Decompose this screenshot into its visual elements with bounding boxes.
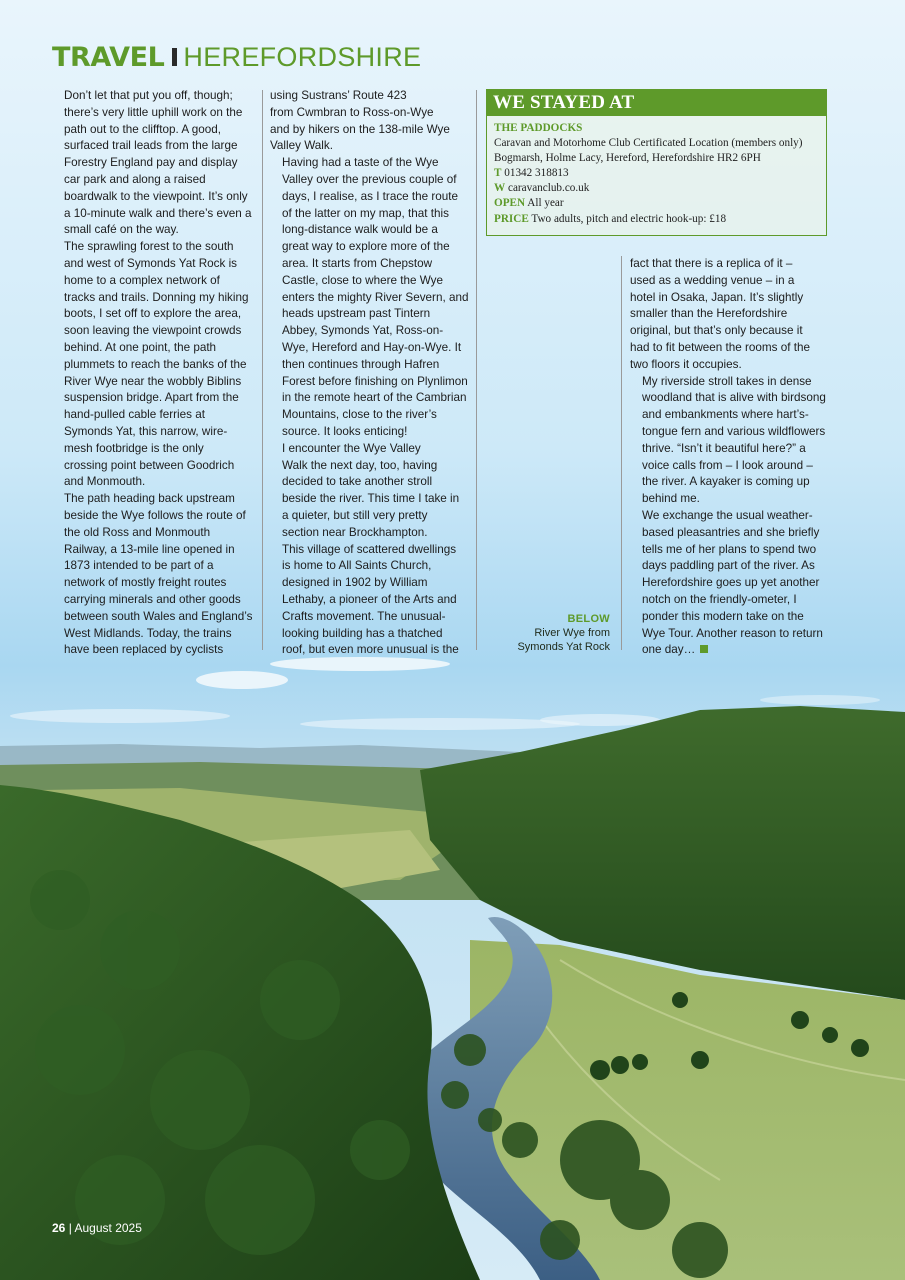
place-title: HEREFORDSHIRE (183, 42, 422, 72)
heading-separator (172, 48, 177, 66)
text-line: woodland that is alive with birdsong (642, 391, 826, 405)
paragraph (270, 542, 470, 660)
text-line: River Wye near the wobbly Biblins (64, 374, 242, 388)
text-line (630, 642, 830, 659)
site-description: Caravan and Motorhome Club Certificated Location (members only) (494, 137, 803, 150)
text-line: enters the mighty River Severn, and (282, 290, 469, 304)
website-link[interactable]: caravanclub.co.uk (507, 182, 590, 195)
text-line: two floors it occupies. (630, 357, 742, 371)
text-line: Crafts movement. The unusual- (282, 609, 446, 623)
paragraph (270, 441, 470, 542)
text-line: Forestry England pay and display (64, 156, 238, 170)
text-line: behind me. (642, 492, 700, 506)
site-name: THE PADDOCKS (494, 122, 583, 134)
caption-label: BELOW (567, 613, 610, 625)
text-line: Castle, close to where the Wye (282, 273, 443, 287)
text-line: long-distance walk would be a (282, 223, 438, 237)
text-line: tongue fern and various wildflowers (642, 424, 826, 438)
text-line: Valley over the previous couple of (282, 172, 457, 186)
text-line: surfaced trail leads from the large (64, 139, 238, 153)
paragraph (270, 155, 470, 441)
text-line: a quieter, but still very pretty (282, 508, 428, 522)
text-line: between south Wales and England’s (64, 609, 253, 623)
text-line: original, but that’s only because it (630, 324, 803, 338)
text-line: hotel in Osaka, Japan. It’s slightly (630, 290, 804, 304)
text-line: Symonds Yat, this narrow, wire- (64, 424, 228, 438)
text-line: Mountains, close to the river’s (282, 408, 437, 422)
text-line: Having had a taste of the Wye (282, 156, 439, 170)
text-line: and embankments where hart’s- (642, 408, 809, 422)
text-line: carrying minerals and other goods (64, 592, 241, 606)
text-line: car park and along a raised (64, 172, 206, 186)
text-line: roof, but even more unusual is the (282, 643, 459, 657)
box-body (487, 116, 826, 227)
text-line: mesh footbridge is the only (64, 441, 204, 455)
text-line: ponder this modern take on the (642, 609, 804, 623)
text-line: based pleasantries and she briefly (642, 525, 820, 539)
text-line: beside the river. This time I take in (282, 492, 460, 506)
text-line-content: one day… (642, 643, 696, 657)
text-line: suspension bridge. Apart from the (64, 391, 239, 405)
text-line: Wye Tour. Another reason to return (642, 626, 823, 640)
page-number: 26 (52, 1221, 66, 1235)
text-line: Valley Walk. (270, 139, 333, 153)
paragraph (630, 256, 830, 374)
price-value: Two adults, pitch and electric hook-up: £18 (531, 212, 727, 225)
text-line: fact that there is a replica of it – (630, 257, 793, 270)
column-divider (476, 90, 477, 650)
paragraph (52, 239, 256, 491)
text-line: source. It looks enticing! (282, 424, 408, 438)
text-line: there’s very little uphill work on the (64, 105, 243, 119)
text-line: smaller than the Herefordshire (630, 307, 788, 321)
text-line: is home to All Saints Church, (282, 559, 432, 573)
text-line: path out to the clifftop. A good, (64, 122, 222, 136)
text-line: thrive. “Isn’t it beautiful here?” a (642, 441, 806, 455)
text-line: network of mostly freight routes (64, 576, 227, 590)
text-line: soon leaving the viewpoint crowds (64, 324, 242, 338)
footer-separator: | (68, 1221, 72, 1235)
end-of-article-icon (700, 645, 708, 653)
text-line: tells me of her plans to spend two (642, 542, 817, 556)
text-line: notch on the friendly-ometer, I (642, 592, 797, 606)
phone-number: 01342 318813 (504, 167, 569, 180)
text-line: great way to explore more of the (282, 240, 450, 254)
text-line: in the remote heart of the Cambrian (282, 391, 467, 405)
text-line: My riverside stroll takes in dense (642, 374, 812, 388)
site-address: Bogmarsh, Holme Lacy, Hereford, Herefordshire HR2 6PH (494, 152, 761, 165)
text-line: used as a wedding venue – in a (630, 273, 795, 287)
text-line: Railway, a 13-mile line opened in (64, 542, 235, 556)
paragraph (270, 88, 470, 155)
we-stayed-at-box (486, 89, 827, 236)
column-divider (262, 90, 263, 650)
text-line: Forest before finishing on Plynlimon (282, 374, 468, 388)
text-line: 1873 intended to be part of a (64, 559, 214, 573)
text-line: then continues through Hafren (282, 357, 440, 371)
text-line: Walk the next day, too, having (282, 458, 438, 472)
text-line: boardwalk to the viewpoint. It’s only (64, 189, 248, 203)
paragraph (630, 508, 830, 659)
text-line: This village of scattered dwellings (282, 542, 457, 556)
box-title: WE STAYED AT (487, 90, 826, 116)
text-line: Herefordshire goes up yet another (642, 576, 820, 590)
article-column-2 (270, 88, 470, 659)
text-line: West Midlands. Today, the trains (64, 626, 232, 640)
text-line: had to fit between the rooms of the (630, 340, 810, 354)
text-line: home to a complex network of (64, 273, 220, 287)
text-line: We exchange the usual weather- (642, 508, 813, 522)
caption-line: Symonds Yat Rock (517, 641, 610, 653)
text-line: hand-pulled cable ferries at (64, 408, 205, 422)
text-line: Abbey, Symonds Yat, Ross-on- (282, 324, 444, 338)
column-divider (621, 256, 622, 650)
price-label: PRICE (494, 212, 529, 225)
web-label: W (494, 182, 506, 195)
paragraph (630, 374, 830, 508)
text-line: crossing point between Goodrich (64, 458, 235, 472)
text-line: plummets to reach the banks of the (64, 357, 247, 371)
article-column-1 (52, 88, 256, 659)
phone-label: T (494, 167, 502, 180)
text-line: Don’t let that put you off, though; (64, 89, 233, 102)
text-line: the river. A kayaker is coming up (642, 475, 810, 489)
text-line: a 10-minute walk and there’s even a (64, 206, 252, 220)
page-footer (52, 1221, 142, 1235)
text-line: heads upstream past Tintern (282, 307, 431, 321)
text-line: and west of Symonds Yat Rock is (64, 256, 238, 270)
text-line: from Cwmbran to Ross-on-Wye (270, 105, 434, 119)
open-value: All year (527, 197, 564, 210)
text-line: behind. At one point, the path (64, 340, 217, 354)
text-line: beside the Wye follows the route of (64, 508, 246, 522)
text-line: Wye, Hereford and Hay-on-Wye. It (282, 340, 462, 354)
section-title: TRAVEL (52, 42, 165, 73)
text-line: the old Ross and Monmouth (64, 525, 211, 539)
text-line: section near Brockhampton. (282, 525, 428, 539)
text-line: designed in 1902 by William (282, 576, 428, 590)
text-line: tracks and trails. Donning my hiking (64, 290, 249, 304)
text-line: days, I realise, as I trace the route (282, 189, 459, 203)
caption-line: River Wye from (534, 627, 610, 639)
text-line: The sprawling forest to the south (64, 240, 234, 254)
text-line: decided to take another stroll (282, 475, 433, 489)
text-line: I encounter the Wye Valley (282, 441, 421, 455)
text-line: voice calls from – I look around – (642, 458, 813, 472)
text-line: looking building has a thatched (282, 626, 443, 640)
paragraph (52, 491, 256, 659)
text-line: using Sustrans’ Route 423 (270, 89, 407, 102)
text-line: Lethaby, a pioneer of the Arts and (282, 592, 457, 606)
text-line: boots, I set off to explore the area, (64, 307, 242, 321)
page-heading (52, 40, 421, 75)
text-line: days paddling part of the river. As (642, 559, 815, 573)
open-label: OPEN (494, 197, 526, 210)
article-column-3 (630, 256, 830, 659)
photo-caption (500, 612, 610, 654)
text-line: area. It starts from Chepstow (282, 256, 433, 270)
text-line: The path heading back upstream (64, 492, 235, 506)
text-line: of the latter on my map, that this (282, 206, 449, 220)
text-line: and Monmouth. (64, 475, 146, 489)
paragraph (52, 88, 256, 239)
text-line: and by hikers on the 138-mile Wye (270, 122, 450, 136)
text-line: have been replaced by cyclists (64, 643, 224, 657)
issue-date: August 2025 (74, 1221, 142, 1235)
text-line: small café on the way. (64, 223, 179, 237)
